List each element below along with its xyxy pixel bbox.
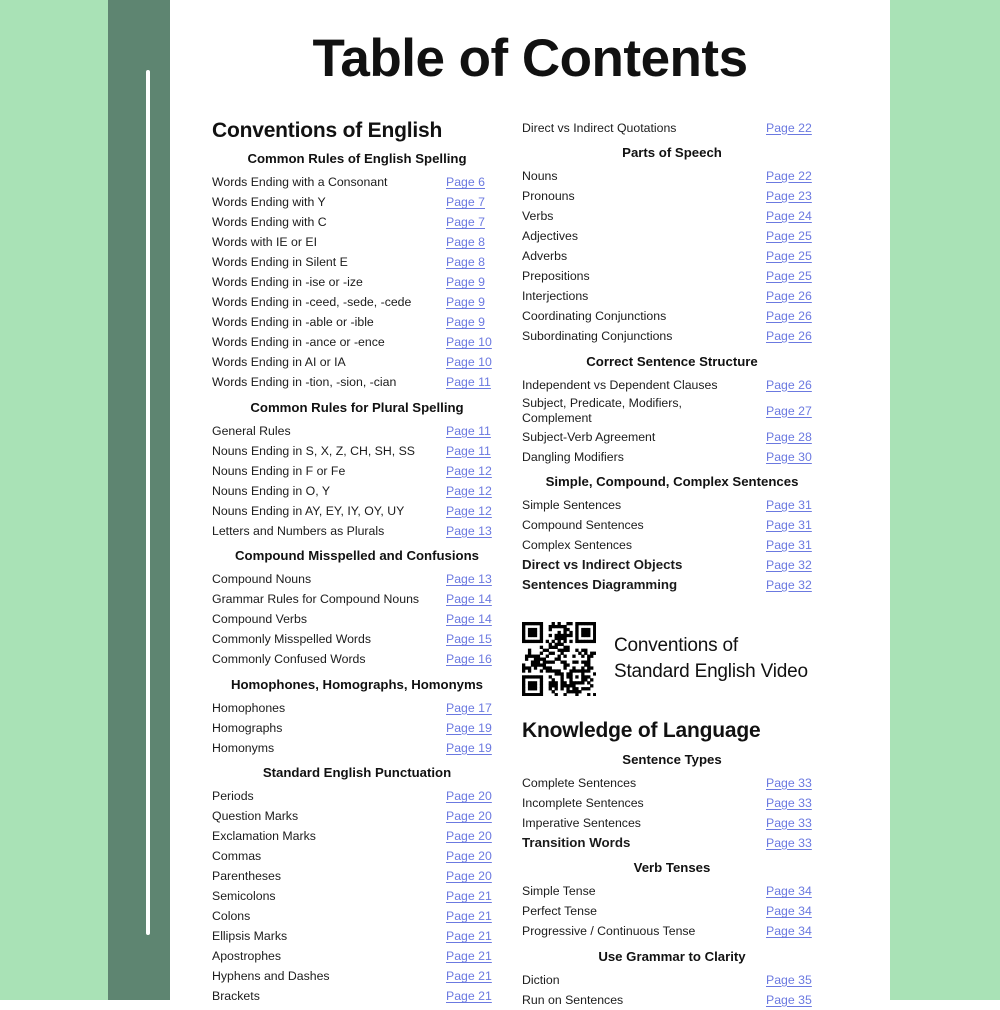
toc-entry[interactable]	[522, 118, 822, 138]
toc-entry-label: Nouns	[522, 169, 558, 183]
toc-entry-page-link[interactable]: Page 20	[446, 789, 492, 804]
toc-entry-page-link[interactable]: Page 22	[766, 169, 812, 183]
toc-entry-label: Nouns Ending in F or Fe	[212, 463, 346, 478]
toc-entry[interactable]	[522, 427, 822, 447]
toc-entry-page-link[interactable]: Page 12	[446, 503, 492, 518]
toc-entry-page-link[interactable]: Page 10	[446, 335, 492, 350]
toc-entry-label: Words with IE or EI	[212, 235, 318, 250]
toc-entry-page-link[interactable]: Page 7	[446, 195, 485, 210]
toc-entry[interactable]	[522, 902, 822, 922]
toc-entry-label: Nouns Ending in AY, EY, IY, OY, UY	[212, 503, 405, 518]
toc-entry-label: Words Ending in -ance or -ence	[212, 335, 385, 350]
video-qr-block[interactable]	[522, 622, 822, 696]
toc-section-title: Common Rules for Plural Spelling	[250, 399, 464, 415]
toc-entry-label: Independent vs Dependent Clauses	[522, 377, 718, 392]
toc-entry-page-link[interactable]: Page 14	[446, 612, 492, 627]
toc-entry[interactable]	[212, 253, 502, 273]
toc-entry[interactable]	[212, 313, 502, 333]
toc-section-title: Sentence Types	[622, 751, 722, 767]
toc-entry-page-link[interactable]: Page 11	[446, 375, 491, 390]
toc-entry-page-link[interactable]: Page 14	[446, 592, 492, 607]
toc-entry-label: Prepositions	[522, 269, 590, 283]
toc-entry-label: Adverbs	[522, 249, 568, 263]
toc-entry-page-link[interactable]: Page 35	[766, 972, 812, 987]
toc-section-title: Common Rules of English Spelling	[247, 151, 467, 167]
toc-entry-label: Homonyms	[212, 740, 275, 755]
toc-entry-page-link[interactable]: Page 11	[446, 423, 491, 438]
toc-entry[interactable]	[212, 698, 502, 718]
toc-entry-page-link[interactable]: Page 30	[766, 449, 812, 464]
toc-entry[interactable]	[212, 333, 502, 353]
toc-entry-label: Diction	[522, 972, 560, 987]
toc-entry-label: Words Ending with C	[212, 215, 327, 230]
toc-entry-page-link[interactable]: Page 23	[766, 189, 812, 203]
toc-entry-page-link[interactable]: Page 31	[766, 518, 812, 532]
toc-entry-page-link[interactable]: Page 21	[446, 889, 492, 904]
toc-entry-page-link[interactable]: Page 21	[446, 969, 492, 984]
decorative-vertical-rule	[146, 70, 150, 935]
toc-section-title: Parts of Speech	[622, 145, 722, 160]
toc-entry[interactable]	[212, 233, 502, 253]
toc-entry-label: Words Ending in Silent E	[212, 255, 348, 270]
toc-entry[interactable]	[522, 516, 822, 536]
toc-entry-label: Grammar Rules for Compound Nouns	[212, 592, 420, 607]
toc-entry-page-link[interactable]: Page 26	[766, 329, 812, 343]
toc-entry-label: Compound Nouns	[212, 572, 312, 587]
toc-entry-label: Words Ending with Y	[212, 195, 326, 210]
part-title-conventions-of-english: Conventions of English	[212, 119, 443, 142]
toc-entry-page-link[interactable]: Page 9	[446, 315, 485, 330]
toc-section-title: Verb Tenses	[633, 860, 711, 876]
toc-entry-label: Compound Verbs	[212, 612, 308, 627]
toc-entry[interactable]	[212, 590, 502, 610]
toc-entry[interactable]	[522, 556, 822, 576]
toc-entry-label: Direct vs Indirect Objects	[522, 557, 683, 573]
toc-entry-page-link[interactable]: Page 33	[766, 815, 812, 830]
toc-section-title: Homophones, Homographs, Homonyms	[230, 676, 484, 692]
toc-entry-page-link[interactable]: Page 25	[766, 269, 812, 283]
toc-entry[interactable]	[522, 833, 822, 853]
toc-entry[interactable]	[212, 461, 502, 481]
toc-entry-label: Apostrophes	[212, 949, 282, 964]
toc-entry-label: Incomplete Sentences	[522, 795, 644, 810]
toc-entry-page-link[interactable]: Page 21	[446, 909, 492, 924]
toc-entry-label: Words Ending in -tion, -sion, -cian	[212, 375, 397, 390]
toc-section-title: Use Grammar to Clarity	[598, 948, 746, 964]
toc-entry-label: Commonly Misspelled Words	[212, 632, 371, 647]
toc-entry-page-link[interactable]: Page 7	[446, 215, 485, 230]
toc-entry-label: Homographs	[212, 720, 283, 735]
toc-entry-page-link[interactable]: Page 22	[766, 120, 812, 135]
toc-entry-page-link[interactable]: Page 26	[766, 377, 812, 392]
toc-entry[interactable]	[212, 173, 502, 193]
toc-entry-label: Semicolons	[212, 889, 276, 904]
toc-entry-page-link[interactable]: Page 17	[446, 700, 492, 715]
toc-entry[interactable]	[522, 773, 822, 793]
toc-entry[interactable]	[522, 922, 822, 942]
toc-entry-page-link[interactable]: Page 24	[766, 209, 812, 223]
toc-entry-label: Question Marks	[212, 809, 299, 824]
page-sheet	[170, 0, 890, 1007]
toc-entry-page-link[interactable]: Page 34	[766, 924, 812, 939]
toc-entry[interactable]	[212, 293, 502, 313]
toc-entry-label: Pronouns	[522, 189, 575, 203]
toc-entry-label: Verbs	[522, 209, 554, 223]
toc-entry-page-link[interactable]: Page 34	[766, 884, 812, 899]
toc-entry[interactable]	[522, 327, 822, 347]
toc-entry-label: Simple Tense	[522, 884, 596, 899]
toc-entry-page-link[interactable]: Page 35	[766, 992, 812, 1007]
part-title-knowledge-of-language: Knowledge of Language	[522, 718, 761, 742]
toc-entry[interactable]	[212, 273, 502, 293]
toc-entry-page-link[interactable]: Page 27	[766, 403, 812, 418]
toc-entry-label: Words Ending in -ise or -ize	[212, 275, 363, 290]
toc-section-title: Compound Misspelled and Confusions	[235, 548, 479, 564]
toc-entry[interactable]	[212, 718, 502, 738]
toc-entry[interactable]	[522, 793, 822, 813]
toc-entry-label: Ellipsis Marks	[212, 929, 288, 944]
toc-entry-page-link[interactable]: Page 31	[766, 538, 812, 552]
toc-entry-label: Nouns Ending in S, X, Z, CH, SH, SS	[212, 443, 415, 458]
toc-entry[interactable]	[212, 481, 502, 501]
toc-column-right	[522, 118, 822, 1010]
toc-entry-label: Dangling Modifiers	[522, 449, 624, 464]
toc-entry-page-link[interactable]: Page 8	[446, 255, 485, 270]
toc-entry-page-link[interactable]: Page 8	[446, 235, 485, 250]
toc-entry[interactable]	[522, 990, 822, 1010]
toc-entry-label: Words Ending in -ceed, -sede, -cede	[212, 295, 412, 310]
toc-entry-label: Exclamation Marks	[212, 829, 316, 844]
toc-entry[interactable]	[522, 375, 822, 395]
decorative-band-light-right	[890, 0, 1000, 1000]
toc-entry[interactable]	[522, 576, 822, 596]
toc-entry[interactable]	[212, 193, 502, 213]
toc-entry-page-link[interactable]: Page 25	[766, 249, 812, 263]
toc-entry-page-link[interactable]: Page 13	[446, 572, 492, 587]
toc-entry-label: Letters and Numbers as Plurals	[212, 523, 385, 538]
decorative-band-dark-left	[108, 0, 170, 1000]
toc-entry[interactable]	[212, 570, 502, 590]
toc-entry[interactable]	[522, 267, 822, 287]
toc-entry-label: Sentences Diagramming	[522, 577, 678, 593]
toc-entry-label: Brackets	[212, 989, 260, 1004]
toc-entry-page-link[interactable]: Page 9	[446, 295, 485, 310]
toc-entry-label: Words Ending with a Consonant	[212, 175, 388, 190]
toc-entry[interactable]	[212, 630, 502, 650]
toc-section-title: Simple, Compound, Complex Sentences	[545, 474, 799, 489]
toc-entry-page-link[interactable]: Page 33	[766, 835, 812, 850]
toc-entry[interactable]	[522, 207, 822, 227]
toc-entry-label: Words Ending in AI or IA	[212, 355, 346, 370]
toc-entry-label: Parentheses	[212, 869, 282, 884]
toc-entry-page-link[interactable]: Page 21	[446, 989, 492, 1004]
toc-entry-label: Words Ending in -able or -ible	[212, 315, 374, 330]
toc-entry-label: Subordinating Conjunctions	[522, 329, 673, 343]
toc-entry[interactable]	[212, 610, 502, 630]
toc-entry-page-link[interactable]: Page 28	[766, 429, 812, 444]
toc-entry[interactable]	[212, 827, 502, 847]
page-title: Table of Contents	[312, 29, 748, 88]
toc-entry[interactable]	[522, 882, 822, 902]
toc-entry-page-link[interactable]: Page 25	[766, 229, 812, 243]
toc-entry-label: Simple Sentences	[522, 498, 622, 512]
toc-entry[interactable]	[212, 967, 502, 987]
toc-entry[interactable]	[212, 907, 502, 927]
toc-entry-label: Transition Words	[522, 835, 631, 851]
toc-section-title: Correct Sentence Structure	[586, 353, 758, 369]
toc-entry-page-link[interactable]: Page 12	[446, 463, 492, 478]
toc-entry[interactable]	[522, 247, 822, 267]
toc-entry[interactable]	[212, 847, 502, 867]
toc-entry-page-link[interactable]: Page 6	[446, 175, 485, 190]
toc-entry[interactable]	[522, 813, 822, 833]
toc-entry-page-link[interactable]: Page 19	[446, 720, 492, 735]
toc-entry-page-link[interactable]: Page 21	[446, 929, 492, 944]
decorative-band-light-left	[0, 0, 108, 1000]
toc-entry-label: Nouns Ending in O, Y	[212, 483, 331, 498]
toc-entry[interactable]	[522, 167, 822, 187]
toc-entry[interactable]	[212, 867, 502, 887]
toc-entry-page-link[interactable]: Page 20	[446, 869, 492, 884]
toc-entry[interactable]	[522, 496, 822, 516]
toc-entry-page-link[interactable]: Page 21	[446, 949, 492, 964]
toc-entry[interactable]	[212, 738, 502, 758]
toc-entry[interactable]	[212, 807, 502, 827]
toc-entry-label: Run on Sentences	[522, 992, 624, 1007]
toc-entry-page-link[interactable]: Page 32	[766, 578, 812, 592]
toc-entry-page-link[interactable]: Page 32	[766, 558, 812, 572]
toc-entry-page-link[interactable]: Page 33	[766, 775, 812, 790]
video-qr-caption: Conventions of Standard English Video	[614, 634, 808, 682]
toc-entry-label: Adjectives	[522, 229, 579, 243]
toc-entry-page-link[interactable]: Page 31	[766, 498, 812, 512]
toc-entry-label: Interjections	[522, 289, 589, 303]
toc-entry-page-link[interactable]: Page 19	[446, 740, 492, 755]
toc-entry-page-link[interactable]: Page 10	[446, 355, 492, 370]
toc-entry-page-link[interactable]: Page 20	[446, 829, 492, 844]
toc-entry-page-link[interactable]: Page 20	[446, 809, 492, 824]
toc-entry-page-link[interactable]: Page 16	[446, 652, 492, 667]
toc-entry-label: Subject-Verb Agreement	[522, 429, 656, 444]
toc-entry-label: General Rules	[212, 423, 291, 438]
toc-entry-page-link[interactable]: Page 33	[766, 795, 812, 810]
toc-entry[interactable]	[522, 227, 822, 247]
toc-entry-label: Periods	[212, 789, 254, 804]
toc-entry-page-link[interactable]: Page 34	[766, 904, 812, 919]
toc-entry[interactable]	[212, 373, 502, 393]
toc-entry-label: Commas	[212, 849, 262, 864]
toc-entry-label: Coordinating Conjunctions	[522, 309, 667, 323]
toc-entry[interactable]	[212, 947, 502, 967]
toc-entry-label: Progressive / Continuous Tense	[522, 924, 696, 939]
toc-entry-label: Colons	[212, 909, 251, 924]
toc-entry-page-link[interactable]: Page 9	[446, 275, 485, 290]
toc-entry-label: Compound Sentences	[522, 518, 644, 532]
toc-entry-page-link[interactable]: Page 13	[446, 523, 492, 538]
toc-entry[interactable]	[212, 887, 502, 907]
toc-entry[interactable]	[212, 787, 502, 807]
qr-code-icon[interactable]	[522, 622, 596, 696]
toc-entry[interactable]	[212, 501, 502, 521]
toc-entry-page-link[interactable]: Page 12	[446, 483, 492, 498]
toc-entry[interactable]	[522, 447, 822, 467]
toc-entry[interactable]	[522, 970, 822, 990]
toc-entry-page-link[interactable]: Page 26	[766, 289, 812, 303]
toc-entry-label: Direct vs Indirect Quotations	[522, 120, 677, 135]
toc-entry-label: Homophones	[212, 700, 286, 715]
toc-entry[interactable]	[522, 307, 822, 327]
toc-entry[interactable]	[212, 927, 502, 947]
toc-entry-page-link[interactable]: Page 20	[446, 849, 492, 864]
toc-entry-label: Perfect Tense	[522, 904, 597, 919]
toc-entry[interactable]	[212, 441, 502, 461]
toc-entry-page-link[interactable]: Page 11	[446, 443, 491, 458]
toc-column-left	[212, 118, 502, 1007]
toc-entry[interactable]	[212, 213, 502, 233]
toc-entry[interactable]	[212, 987, 502, 1007]
toc-entry-page-link[interactable]: Page 15	[446, 632, 492, 647]
toc-entry[interactable]	[522, 287, 822, 307]
toc-entry[interactable]	[522, 536, 822, 556]
toc-entry-label: Hyphens and Dashes	[212, 969, 330, 984]
toc-section-title: Standard English Punctuation	[262, 765, 452, 781]
toc-entry[interactable]	[212, 650, 502, 670]
toc-entry[interactable]	[212, 521, 502, 541]
toc-entry-label: Complete Sentences	[522, 775, 637, 790]
toc-entry[interactable]	[212, 421, 502, 441]
toc-entry[interactable]	[212, 353, 502, 373]
toc-entry-label: Commonly Confused Words	[212, 652, 366, 667]
toc-entry-page-link[interactable]: Page 26	[766, 309, 812, 323]
toc-entry-label: Imperative Sentences	[522, 815, 641, 830]
toc-entry-label: Complex Sentences	[522, 538, 633, 552]
toc-entry-label: Subject, Predicate, Modifiers, Complement	[522, 396, 682, 425]
toc-entry[interactable]	[522, 395, 822, 427]
toc-entry[interactable]	[522, 187, 822, 207]
